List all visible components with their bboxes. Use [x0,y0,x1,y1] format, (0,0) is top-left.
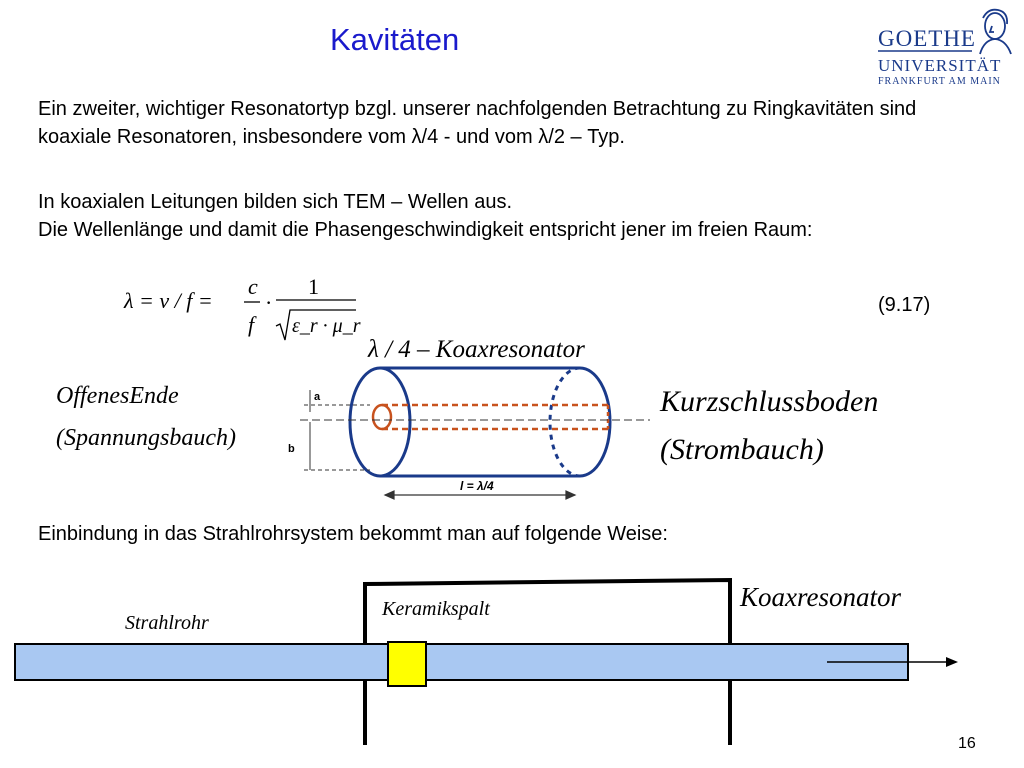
formula-dot: · [265,290,273,315]
dim-b-label: b [288,443,295,455]
logo-line3: FRANKFURT AM MAIN [878,76,1001,87]
short-end-label: Kurzschlussboden [660,385,879,418]
ceramic-gap-label: Keramikspalt [382,598,490,620]
ceramic-gap [388,642,426,686]
tem-paragraph: In koaxialen Leitungen bilden sich TEM – Wellen aus. [38,191,512,213]
coax-cavity-drawing [290,360,650,500]
open-end-sublabel: (Spannungsbauch) [56,425,236,451]
formula-numerator-left: c [248,274,258,299]
cavity-title: λ / 4 – Koaxresonator [368,336,585,363]
dim-a-label: a [314,391,321,403]
formula-numerator-right: 1 [308,274,319,299]
wavelength-formula [120,268,380,354]
logo-line1: GOETHE [878,26,976,51]
beam-pipe [15,644,908,680]
page-number: 16 [958,735,976,752]
logo-line2: UNIVERSITÄT [878,56,1002,75]
beam-pipe-label: Strahlrohr [125,612,209,634]
resonator-label: Koaxresonator [740,582,901,612]
beam-arrow-head-icon [946,657,958,667]
short-end-sublabel: (Strombauch) [660,433,824,466]
integration-paragraph: Einbindung in das Strahlrohrsystem bekommt man auf folgende Weise: [38,523,668,545]
goethe-portrait-icon [980,10,1011,54]
formula-sqrt-arg: ε_r · μ_r [292,315,361,337]
formula-denominator-left: f [248,312,255,337]
dim-l-label: l = λ/4 [460,479,494,493]
wavelength-paragraph: Die Wellenlänge und damit die Phasengeschwindigkeit entspricht jener im freien Raum: [38,219,813,241]
equation-number: (9.17) [878,294,931,316]
intro-paragraph: Ein zweiter, wichtiger Resonatortyp bzgl. unserer nachfolgenden Betrachtung zu Ringkavitäten sind koaxiale Resonatoren, insbesondere vom λ/4 - und vom λ/2 – Typ. [38,98,917,148]
university-logo [870,4,1020,88]
slide-title: Kavitäten [330,22,460,57]
formula-lhs: λ = v / f = [124,288,213,313]
open-end-label: OffenesEnde [56,383,179,409]
